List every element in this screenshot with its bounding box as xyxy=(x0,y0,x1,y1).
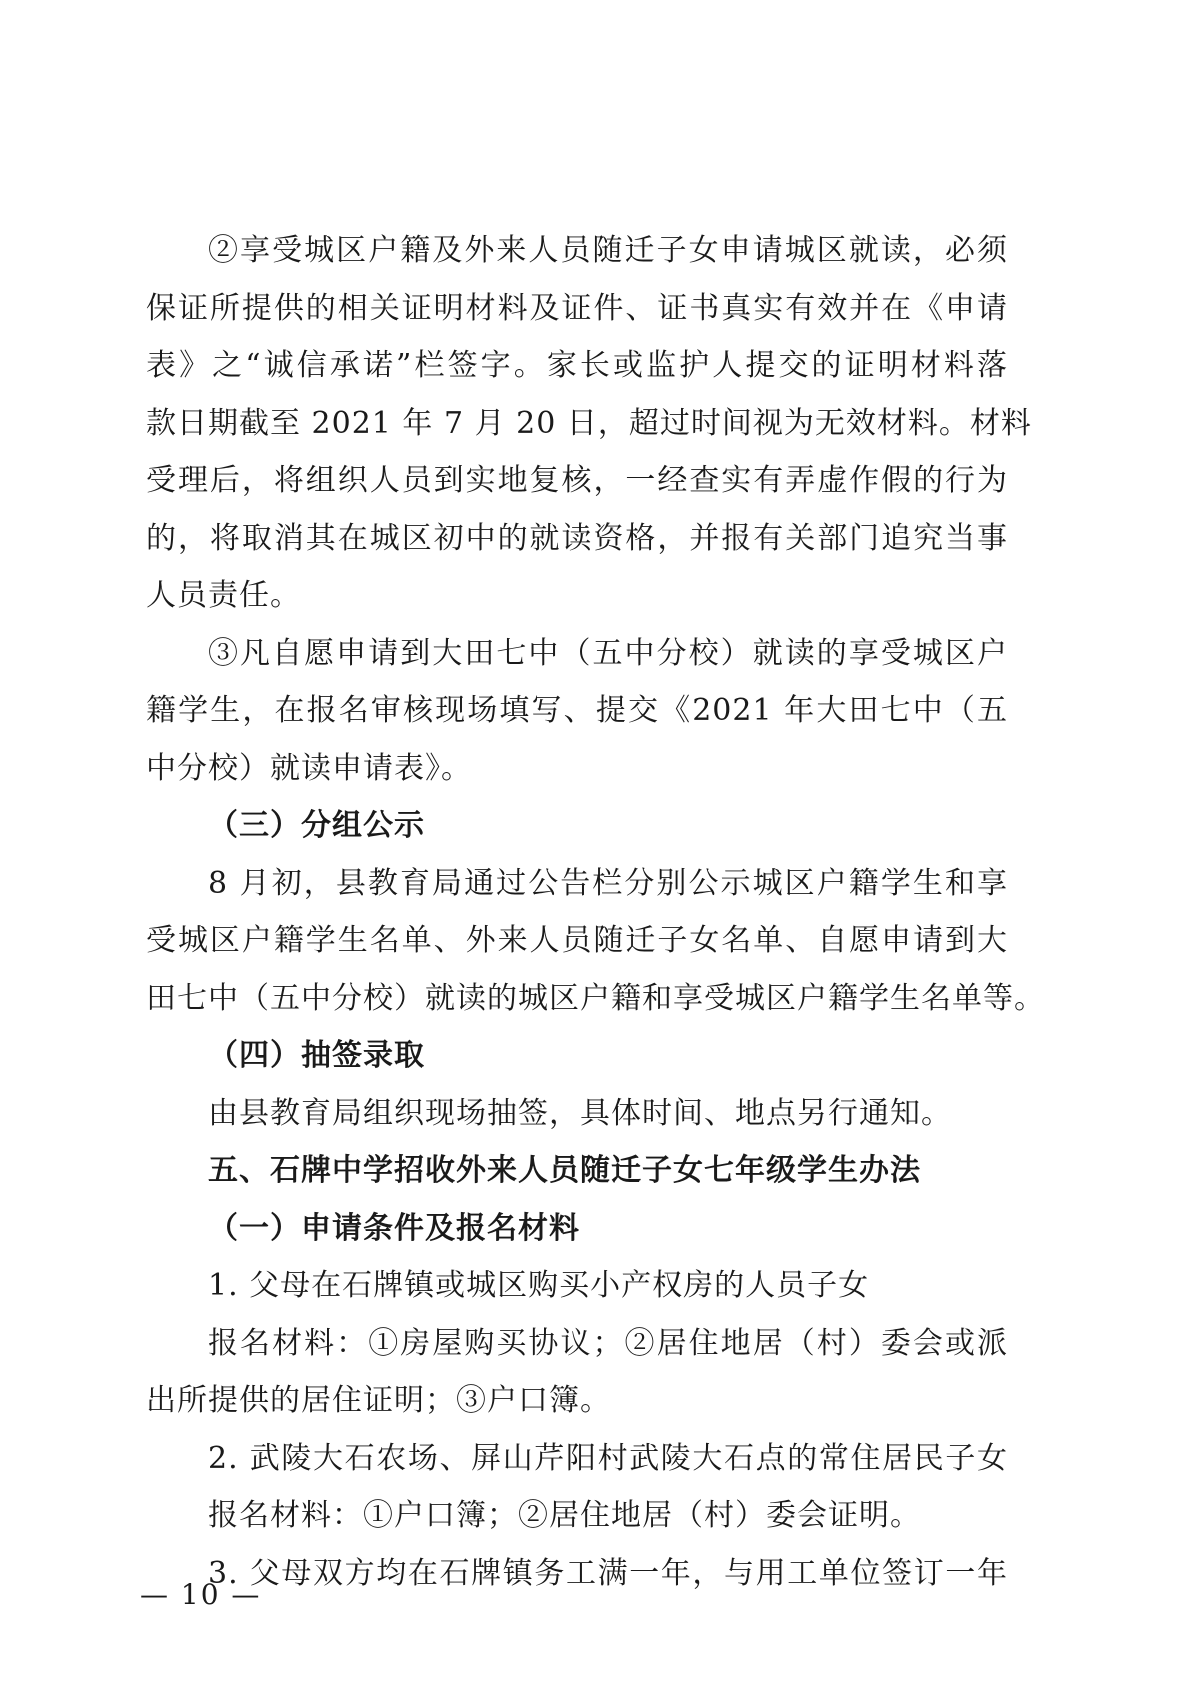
text-line: 田七中（五中分校）就读的城区户籍和享受城区户籍学生名单等。 xyxy=(146,980,1045,1016)
text-line: 款日期截至 2021 年 7 月 20 日，超过时间视为无效材料。材料 xyxy=(146,405,1032,441)
text-line: 报名材料：①房屋购买协议；②居住地居（村）委会或派 xyxy=(208,1325,1008,1361)
section-heading-conditions: （一）申请条件及报名材料 xyxy=(208,1210,580,1246)
page-number: — 10 — xyxy=(140,1578,262,1611)
text-line: 受城区户籍学生名单、外来人员随迁子女名单、自愿申请到大 xyxy=(146,923,1008,958)
paragraph-lottery: 由县教育局组织现场抽签，具体时间、地点另行通知。 xyxy=(208,1095,952,1131)
text-line: 保证所提供的相关证明材料及证件、证书真实有效并在《申请 xyxy=(146,290,1008,326)
condition-item-2: 2. 武陵大石农场、屏山芹阳村武陵大石点的常住居民子女 xyxy=(208,1440,1008,1476)
text-line: 中分校）就读申请表》。 xyxy=(146,750,472,786)
text-line: 出所提供的居住证明；③户口簿。 xyxy=(146,1383,611,1418)
text-line: ②享受城区户籍及外来人员随迁子女申请城区就读，必须 xyxy=(208,233,1008,268)
text-line: 8 月初，县教育局通过公告栏分别公示城区户籍学生和享 xyxy=(208,865,1008,901)
text-line: 受理后，将组织人员到实地复核，一经查实有弄虚作假的行为 xyxy=(146,463,1008,498)
text-line: 的，将取消其在城区初中的就读资格，并报有关部门追究当事 xyxy=(146,520,1008,556)
condition-item-3: 3. 父母双方均在石牌镇务工满一年，与用工单位签订一年 xyxy=(208,1555,1008,1591)
paragraph-voluntary-application xyxy=(146,625,1008,798)
text-line: ③凡自愿申请到大田七中（五中分校）就读的享受城区户 xyxy=(208,635,1008,671)
document-body xyxy=(146,222,1045,1602)
text-line: 表》之“诚信承诺”栏签字。家长或监护人提交的证明材料落 xyxy=(146,348,1008,383)
text-line: 人员责任。 xyxy=(146,578,301,613)
materials-item-1 xyxy=(146,1315,1008,1430)
section-heading-shipai-school: 五、石牌中学招收外来人员随迁子女七年级学生办法 xyxy=(208,1153,921,1188)
text-line: 籍学生，在报名审核现场填写、提交《2021 年大田七中（五 xyxy=(146,693,1008,728)
paragraph-integrity-requirement xyxy=(146,222,1032,625)
section-heading-lottery: （四）抽签录取 xyxy=(208,1038,425,1073)
materials-item-2: 报名材料：①户口簿；②居住地居（村）委会证明。 xyxy=(208,1498,921,1533)
condition-item-1: 1. 父母在石牌镇或城区购买小产权房的人员子女 xyxy=(208,1268,870,1303)
paragraph-publicity xyxy=(146,855,1045,1028)
section-heading-group-publicity: （三）分组公示 xyxy=(208,808,425,843)
